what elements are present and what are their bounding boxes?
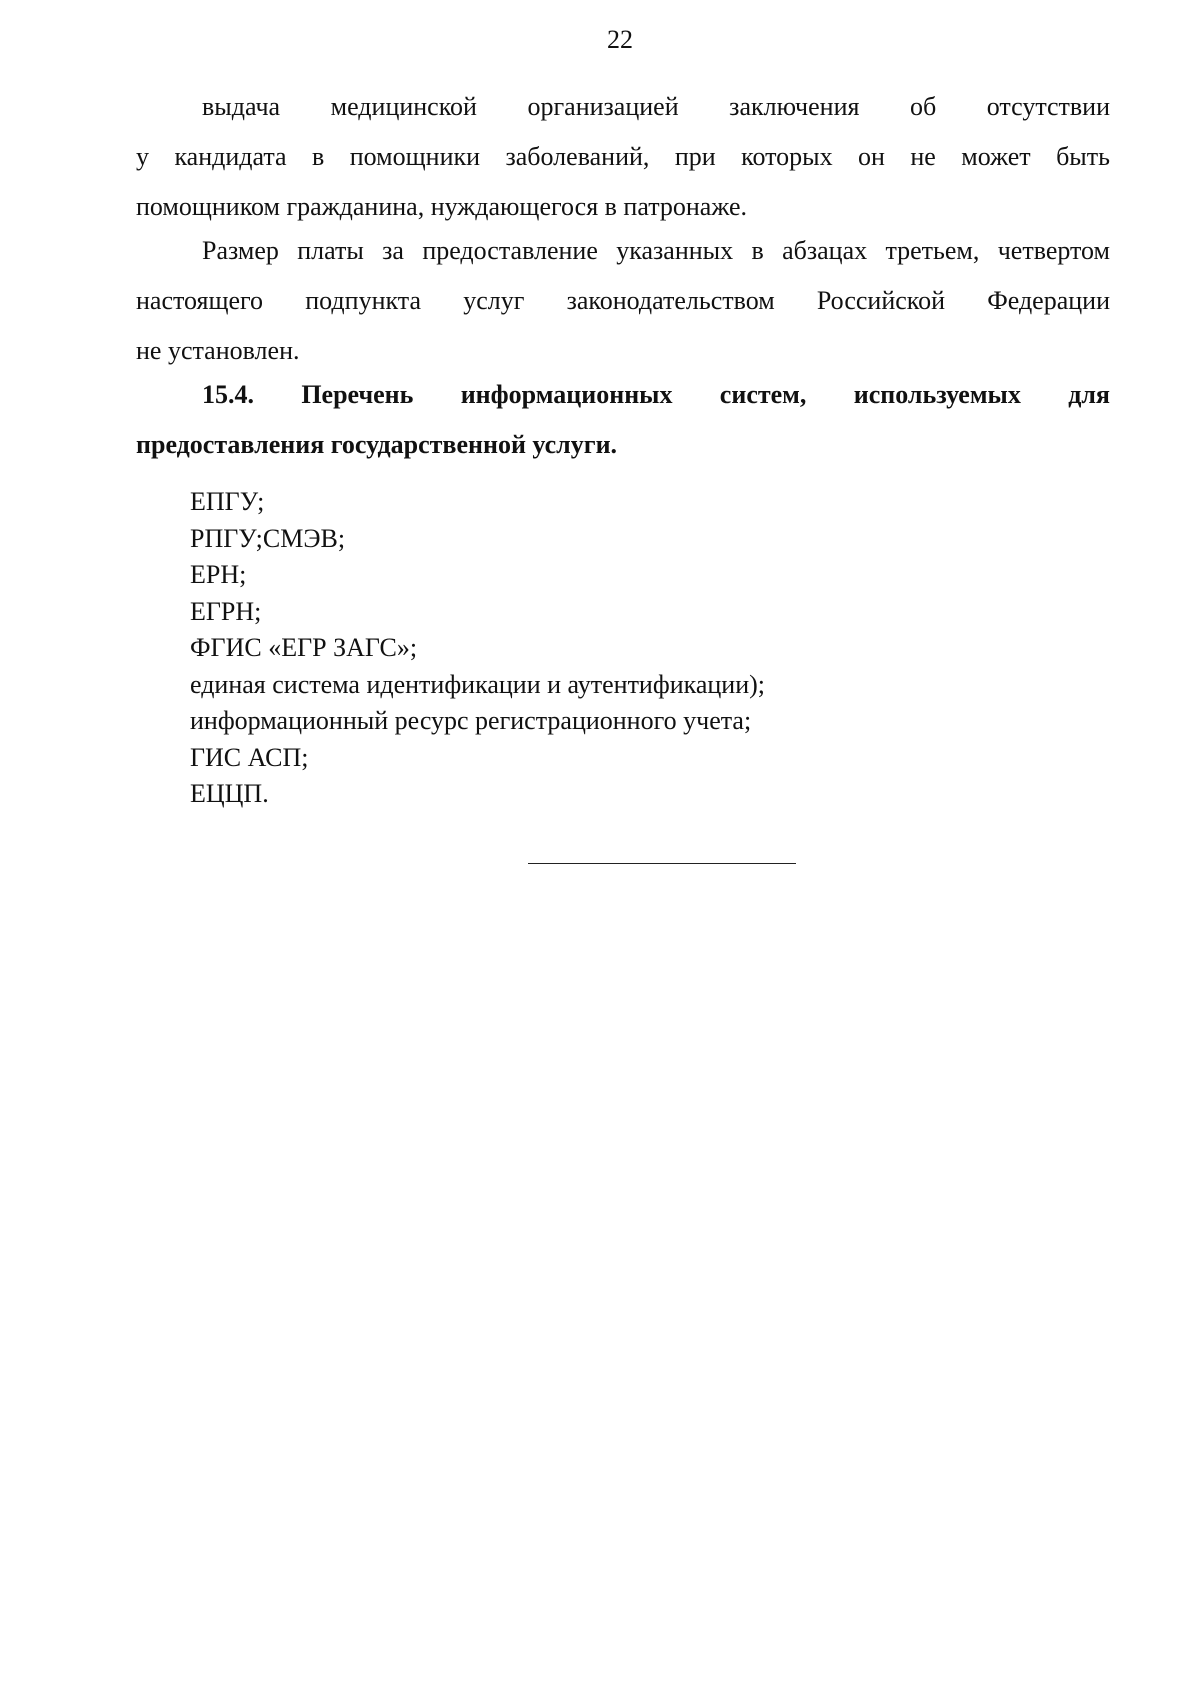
paragraph-line: у кандидата в помощники заболеваний, при которых он не может быть (136, 142, 1110, 171)
paragraph-line: Размер платы за предоставление указанных в абзацах третьем, четвертом (202, 236, 1110, 265)
list-item: ЕПГУ; (190, 487, 265, 516)
list-item: единая система идентификации и аутентификации); (190, 669, 766, 699)
information-systems-list (190, 484, 765, 813)
paragraph-fee (136, 226, 1110, 376)
section-heading (136, 370, 1110, 470)
paragraph-medical-conclusion (136, 82, 1110, 232)
heading-line: 15.4. Перечень информационных систем, используемых для (202, 380, 1110, 409)
end-of-document-rule (528, 863, 796, 864)
paragraph-line: настоящего подпункта услуг законодательством Российской Федерации (136, 286, 1110, 315)
paragraph-line: помощником гражданина, нуждающегося в патронаже. (136, 192, 748, 221)
list-item: ЕРН; (190, 560, 247, 589)
paragraph-line: не установлен. (136, 336, 300, 365)
list-item: ГИС АСП; (190, 742, 309, 772)
list-item: ФГИС «ЕГР ЗАГС»; (190, 633, 418, 662)
list-item: ЕЦЦП. (190, 779, 269, 808)
list-item: ЕГРН; (190, 596, 262, 626)
list-item: РПГУ;СМЭВ; (190, 523, 346, 553)
paragraph-line: выдача медицинской организацией заключения об отсутствии (202, 92, 1110, 121)
heading-line: предоставления государственной услуги. (136, 430, 618, 459)
list-item: информационный ресурс регистрационного учета; (190, 706, 752, 735)
page-number: 22 (607, 25, 633, 54)
